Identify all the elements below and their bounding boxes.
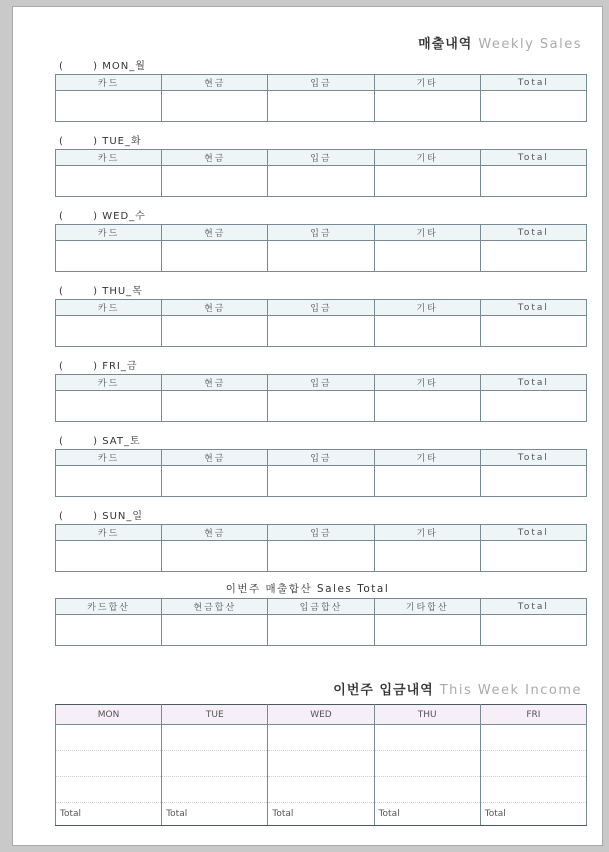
income-entry-cell[interactable]: [374, 751, 480, 777]
day-input-row: [56, 91, 587, 122]
sum-entry-cell[interactable]: [268, 615, 374, 646]
entry-cell[interactable]: [56, 316, 162, 347]
day-label: ( ) MON_월: [59, 61, 146, 72]
day-input-row: [56, 541, 587, 572]
day-input-row: [56, 316, 587, 347]
day-header-row: [56, 225, 587, 241]
page-title: [418, 33, 582, 52]
income-total-cell[interactable]: Total: [56, 803, 162, 826]
column-header: Total: [480, 150, 586, 166]
day-sales-table: [55, 74, 587, 122]
income-entry-cell[interactable]: [162, 751, 268, 777]
column-header: 카드: [56, 525, 162, 541]
entry-cell[interactable]: [56, 391, 162, 422]
entry-cell[interactable]: [374, 541, 480, 572]
income-total-cell[interactable]: Total: [162, 803, 268, 826]
income-entry-cell[interactable]: [56, 725, 162, 751]
title-korean: 매출내역: [418, 37, 473, 52]
income-entry-cell[interactable]: [56, 751, 162, 777]
day-sales-table: [55, 449, 587, 497]
entry-cell[interactable]: [268, 316, 374, 347]
income-row: [56, 725, 587, 751]
sum-column-header: 카드합산: [56, 599, 162, 615]
income-entry-cell[interactable]: [162, 777, 268, 803]
sum-column-header: Total: [480, 599, 586, 615]
entry-cell[interactable]: [268, 466, 374, 497]
entry-cell[interactable]: [374, 91, 480, 122]
column-header: 입금: [268, 75, 374, 91]
day-header-row: [56, 525, 587, 541]
sales-total-label: 이번주 매출합산 Sales Total: [225, 583, 390, 595]
column-header: 카드: [56, 450, 162, 466]
weekly-income-table: [55, 704, 587, 826]
column-header: 기타: [374, 150, 480, 166]
income-title: [333, 679, 582, 698]
day-input-row: [56, 391, 587, 422]
column-header: 현금: [162, 150, 268, 166]
entry-cell[interactable]: [56, 466, 162, 497]
income-title-english: This Week Income: [439, 683, 582, 698]
income-entry-cell[interactable]: [374, 725, 480, 751]
entry-cell[interactable]: [56, 541, 162, 572]
income-total-row: [56, 803, 587, 826]
day-header-row: [56, 75, 587, 91]
sum-entry-cell[interactable]: [56, 615, 162, 646]
entry-cell[interactable]: [480, 391, 586, 422]
day-label: ( ) TUE_화: [59, 136, 142, 147]
income-entry-cell[interactable]: [162, 725, 268, 751]
page: [12, 6, 603, 846]
entry-cell[interactable]: [374, 166, 480, 197]
column-header: 카드: [56, 75, 162, 91]
entry-cell[interactable]: [374, 316, 480, 347]
column-header: 입금: [268, 525, 374, 541]
entry-cell[interactable]: [162, 541, 268, 572]
column-header: Total: [480, 300, 586, 316]
column-header: 현금: [162, 450, 268, 466]
income-entry-cell[interactable]: [480, 777, 586, 803]
sales-total-header-row: [56, 599, 587, 615]
day-input-row: [56, 241, 587, 272]
entry-cell[interactable]: [56, 91, 162, 122]
column-header: 입금: [268, 300, 374, 316]
sum-entry-cell[interactable]: [480, 615, 586, 646]
entry-cell[interactable]: [162, 466, 268, 497]
entry-cell[interactable]: [268, 166, 374, 197]
sum-entry-cell[interactable]: [374, 615, 480, 646]
day-header-row: [56, 450, 587, 466]
column-header: Total: [480, 375, 586, 391]
day-label: ( ) FRI_금: [59, 361, 138, 372]
day-input-row: [56, 166, 587, 197]
entry-cell[interactable]: [480, 91, 586, 122]
column-header: 기타: [374, 375, 480, 391]
day-header-row: [56, 375, 587, 391]
column-header: 입금: [268, 225, 374, 241]
income-day-header: WED: [268, 705, 374, 725]
column-header: 현금: [162, 75, 268, 91]
entry-cell[interactable]: [374, 391, 480, 422]
income-day-header: TUE: [162, 705, 268, 725]
column-header: 입금: [268, 150, 374, 166]
income-total-cell[interactable]: Total: [268, 803, 374, 826]
column-header: 기타: [374, 75, 480, 91]
entry-cell[interactable]: [162, 316, 268, 347]
entry-cell[interactable]: [480, 541, 586, 572]
column-header: Total: [480, 450, 586, 466]
income-day-header: FRI: [480, 705, 586, 725]
column-header: 기타: [374, 525, 480, 541]
day-input-row: [56, 466, 587, 497]
income-entry-cell[interactable]: [268, 777, 374, 803]
column-header: 기타: [374, 450, 480, 466]
entry-cell[interactable]: [268, 241, 374, 272]
column-header: Total: [480, 75, 586, 91]
income-total-cell[interactable]: Total: [374, 803, 480, 826]
column-header: 카드: [56, 300, 162, 316]
income-day-header: MON: [56, 705, 162, 725]
day-label: ( ) SUN_일: [59, 511, 144, 522]
sum-column-header: 현금합산: [162, 599, 268, 615]
title-english: Weekly Sales: [478, 37, 582, 52]
entry-cell[interactable]: [268, 391, 374, 422]
column-header: 현금: [162, 225, 268, 241]
column-header: 카드: [56, 225, 162, 241]
entry-cell[interactable]: [374, 466, 480, 497]
entry-cell[interactable]: [480, 466, 586, 497]
entry-cell[interactable]: [162, 91, 268, 122]
column-header: Total: [480, 225, 586, 241]
entry-cell[interactable]: [162, 241, 268, 272]
sales-total-input-row: [56, 615, 587, 646]
day-sales-table: [55, 524, 587, 572]
entry-cell[interactable]: [374, 241, 480, 272]
income-entry-cell[interactable]: [268, 751, 374, 777]
entry-cell[interactable]: [56, 166, 162, 197]
column-header: 카드: [56, 375, 162, 391]
day-label: ( ) THU_목: [59, 286, 143, 297]
day-label: ( ) SAT_토: [59, 436, 141, 447]
entry-cell[interactable]: [56, 241, 162, 272]
entry-cell[interactable]: [268, 541, 374, 572]
column-header: 입금: [268, 450, 374, 466]
entry-cell[interactable]: [162, 391, 268, 422]
income-entry-cell[interactable]: [480, 725, 586, 751]
income-entry-cell[interactable]: [268, 725, 374, 751]
entry-cell[interactable]: [480, 166, 586, 197]
sales-total-table: [55, 598, 587, 646]
income-total-cell[interactable]: Total: [480, 803, 586, 826]
column-header: 기타: [374, 300, 480, 316]
sum-column-header: 기타합산: [374, 599, 480, 615]
income-entry-cell[interactable]: [374, 777, 480, 803]
entry-cell[interactable]: [480, 316, 586, 347]
income-day-header: THU: [374, 705, 480, 725]
column-header: 현금: [162, 300, 268, 316]
column-header: 기타: [374, 225, 480, 241]
column-header: 카드: [56, 150, 162, 166]
income-entry-cell[interactable]: [56, 777, 162, 803]
entry-cell[interactable]: [268, 91, 374, 122]
day-label: ( ) WED_수: [59, 211, 146, 222]
income-row: [56, 751, 587, 777]
sum-entry-cell[interactable]: [162, 615, 268, 646]
income-entry-cell[interactable]: [480, 751, 586, 777]
day-sales-table: [55, 224, 587, 272]
column-header: Total: [480, 525, 586, 541]
day-sales-table: [55, 149, 587, 197]
entry-cell[interactable]: [480, 241, 586, 272]
column-header: 입금: [268, 375, 374, 391]
day-sales-table: [55, 299, 587, 347]
day-sales-table: [55, 374, 587, 422]
column-header: 현금: [162, 375, 268, 391]
entry-cell[interactable]: [162, 166, 268, 197]
income-row: [56, 777, 587, 803]
column-header: 현금: [162, 525, 268, 541]
income-title-korean: 이번주 입금내역: [333, 683, 434, 698]
day-header-row: [56, 300, 587, 316]
sum-column-header: 입금합산: [268, 599, 374, 615]
day-header-row: [56, 150, 587, 166]
income-header-row: [56, 705, 587, 725]
